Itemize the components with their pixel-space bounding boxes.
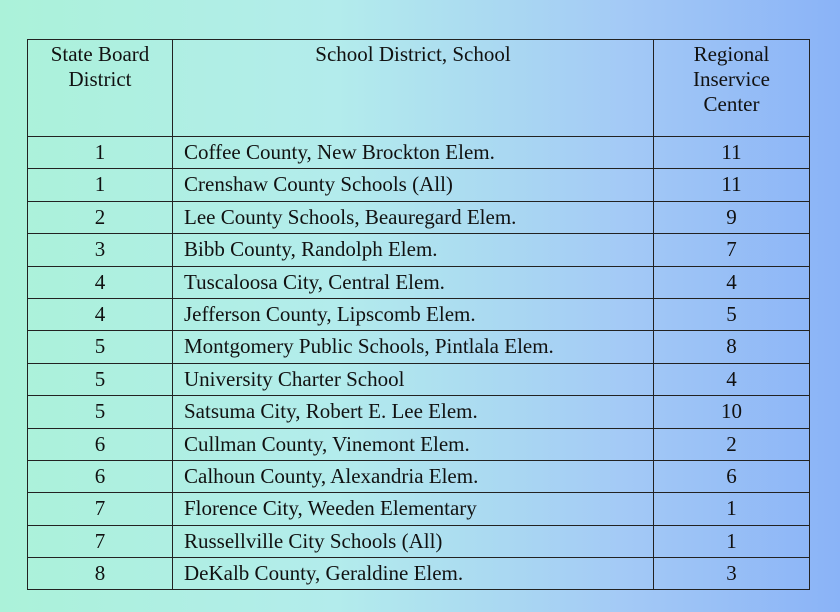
header-school-label: School District, School bbox=[315, 42, 511, 66]
cell-district: 5 bbox=[28, 363, 173, 395]
cell-center: 4 bbox=[654, 363, 810, 395]
cell-school: Satsuma City, Robert E. Lee Elem. bbox=[173, 396, 654, 428]
cell-center: 3 bbox=[654, 558, 810, 590]
cell-center: 5 bbox=[654, 298, 810, 330]
cell-center: 2 bbox=[654, 428, 810, 460]
cell-center: 9 bbox=[654, 201, 810, 233]
cell-center: 8 bbox=[654, 331, 810, 363]
header-center bbox=[654, 40, 810, 137]
header-row bbox=[28, 40, 810, 137]
table-row bbox=[28, 428, 810, 460]
header-district-label: State Board District bbox=[50, 42, 150, 92]
cell-district: 4 bbox=[28, 266, 173, 298]
cell-school: Montgomery Public Schools, Pintlala Elem. bbox=[173, 331, 654, 363]
cell-district: 8 bbox=[28, 558, 173, 590]
table-row bbox=[28, 169, 810, 201]
table-row bbox=[28, 234, 810, 266]
cell-district: 5 bbox=[28, 396, 173, 428]
table-row bbox=[28, 525, 810, 557]
cell-district: 5 bbox=[28, 331, 173, 363]
table-row bbox=[28, 363, 810, 395]
cell-school: Jefferson County, Lipscomb Elem. bbox=[173, 298, 654, 330]
cell-center: 11 bbox=[654, 137, 810, 169]
table-body bbox=[28, 137, 810, 590]
cell-school: Lee County Schools, Beauregard Elem. bbox=[173, 201, 654, 233]
cell-school: Coffee County, New Brockton Elem. bbox=[173, 137, 654, 169]
header-center-label: Regional Inservice Center bbox=[693, 42, 770, 117]
cell-school: Tuscaloosa City, Central Elem. bbox=[173, 266, 654, 298]
cell-school: Russellville City Schools (All) bbox=[173, 525, 654, 557]
cell-center: 11 bbox=[654, 169, 810, 201]
table-row bbox=[28, 201, 810, 233]
cell-district: 2 bbox=[28, 201, 173, 233]
table-row bbox=[28, 558, 810, 590]
table-row bbox=[28, 493, 810, 525]
cell-center: 6 bbox=[654, 460, 810, 492]
cell-school: Bibb County, Randolph Elem. bbox=[173, 234, 654, 266]
cell-school: Calhoun County, Alexandria Elem. bbox=[173, 460, 654, 492]
cell-center: 10 bbox=[654, 396, 810, 428]
cell-district: 7 bbox=[28, 525, 173, 557]
cell-center: 1 bbox=[654, 525, 810, 557]
header-school bbox=[173, 40, 654, 137]
cell-district: 1 bbox=[28, 137, 173, 169]
cell-center: 1 bbox=[654, 493, 810, 525]
table-row bbox=[28, 331, 810, 363]
header-district bbox=[28, 40, 173, 137]
cell-district: 6 bbox=[28, 460, 173, 492]
cell-school: University Charter School bbox=[173, 363, 654, 395]
table-row bbox=[28, 396, 810, 428]
cell-district: 7 bbox=[28, 493, 173, 525]
table-row bbox=[28, 137, 810, 169]
cell-center: 7 bbox=[654, 234, 810, 266]
table-row bbox=[28, 460, 810, 492]
cell-school: Crenshaw County Schools (All) bbox=[173, 169, 654, 201]
cell-school: Florence City, Weeden Elementary bbox=[173, 493, 654, 525]
school-table bbox=[27, 39, 810, 590]
cell-district: 4 bbox=[28, 298, 173, 330]
cell-district: 1 bbox=[28, 169, 173, 201]
cell-school: DeKalb County, Geraldine Elem. bbox=[173, 558, 654, 590]
cell-center: 4 bbox=[654, 266, 810, 298]
table-row bbox=[28, 266, 810, 298]
cell-district: 3 bbox=[28, 234, 173, 266]
cell-district: 6 bbox=[28, 428, 173, 460]
cell-school: Cullman County, Vinemont Elem. bbox=[173, 428, 654, 460]
table-row bbox=[28, 298, 810, 330]
